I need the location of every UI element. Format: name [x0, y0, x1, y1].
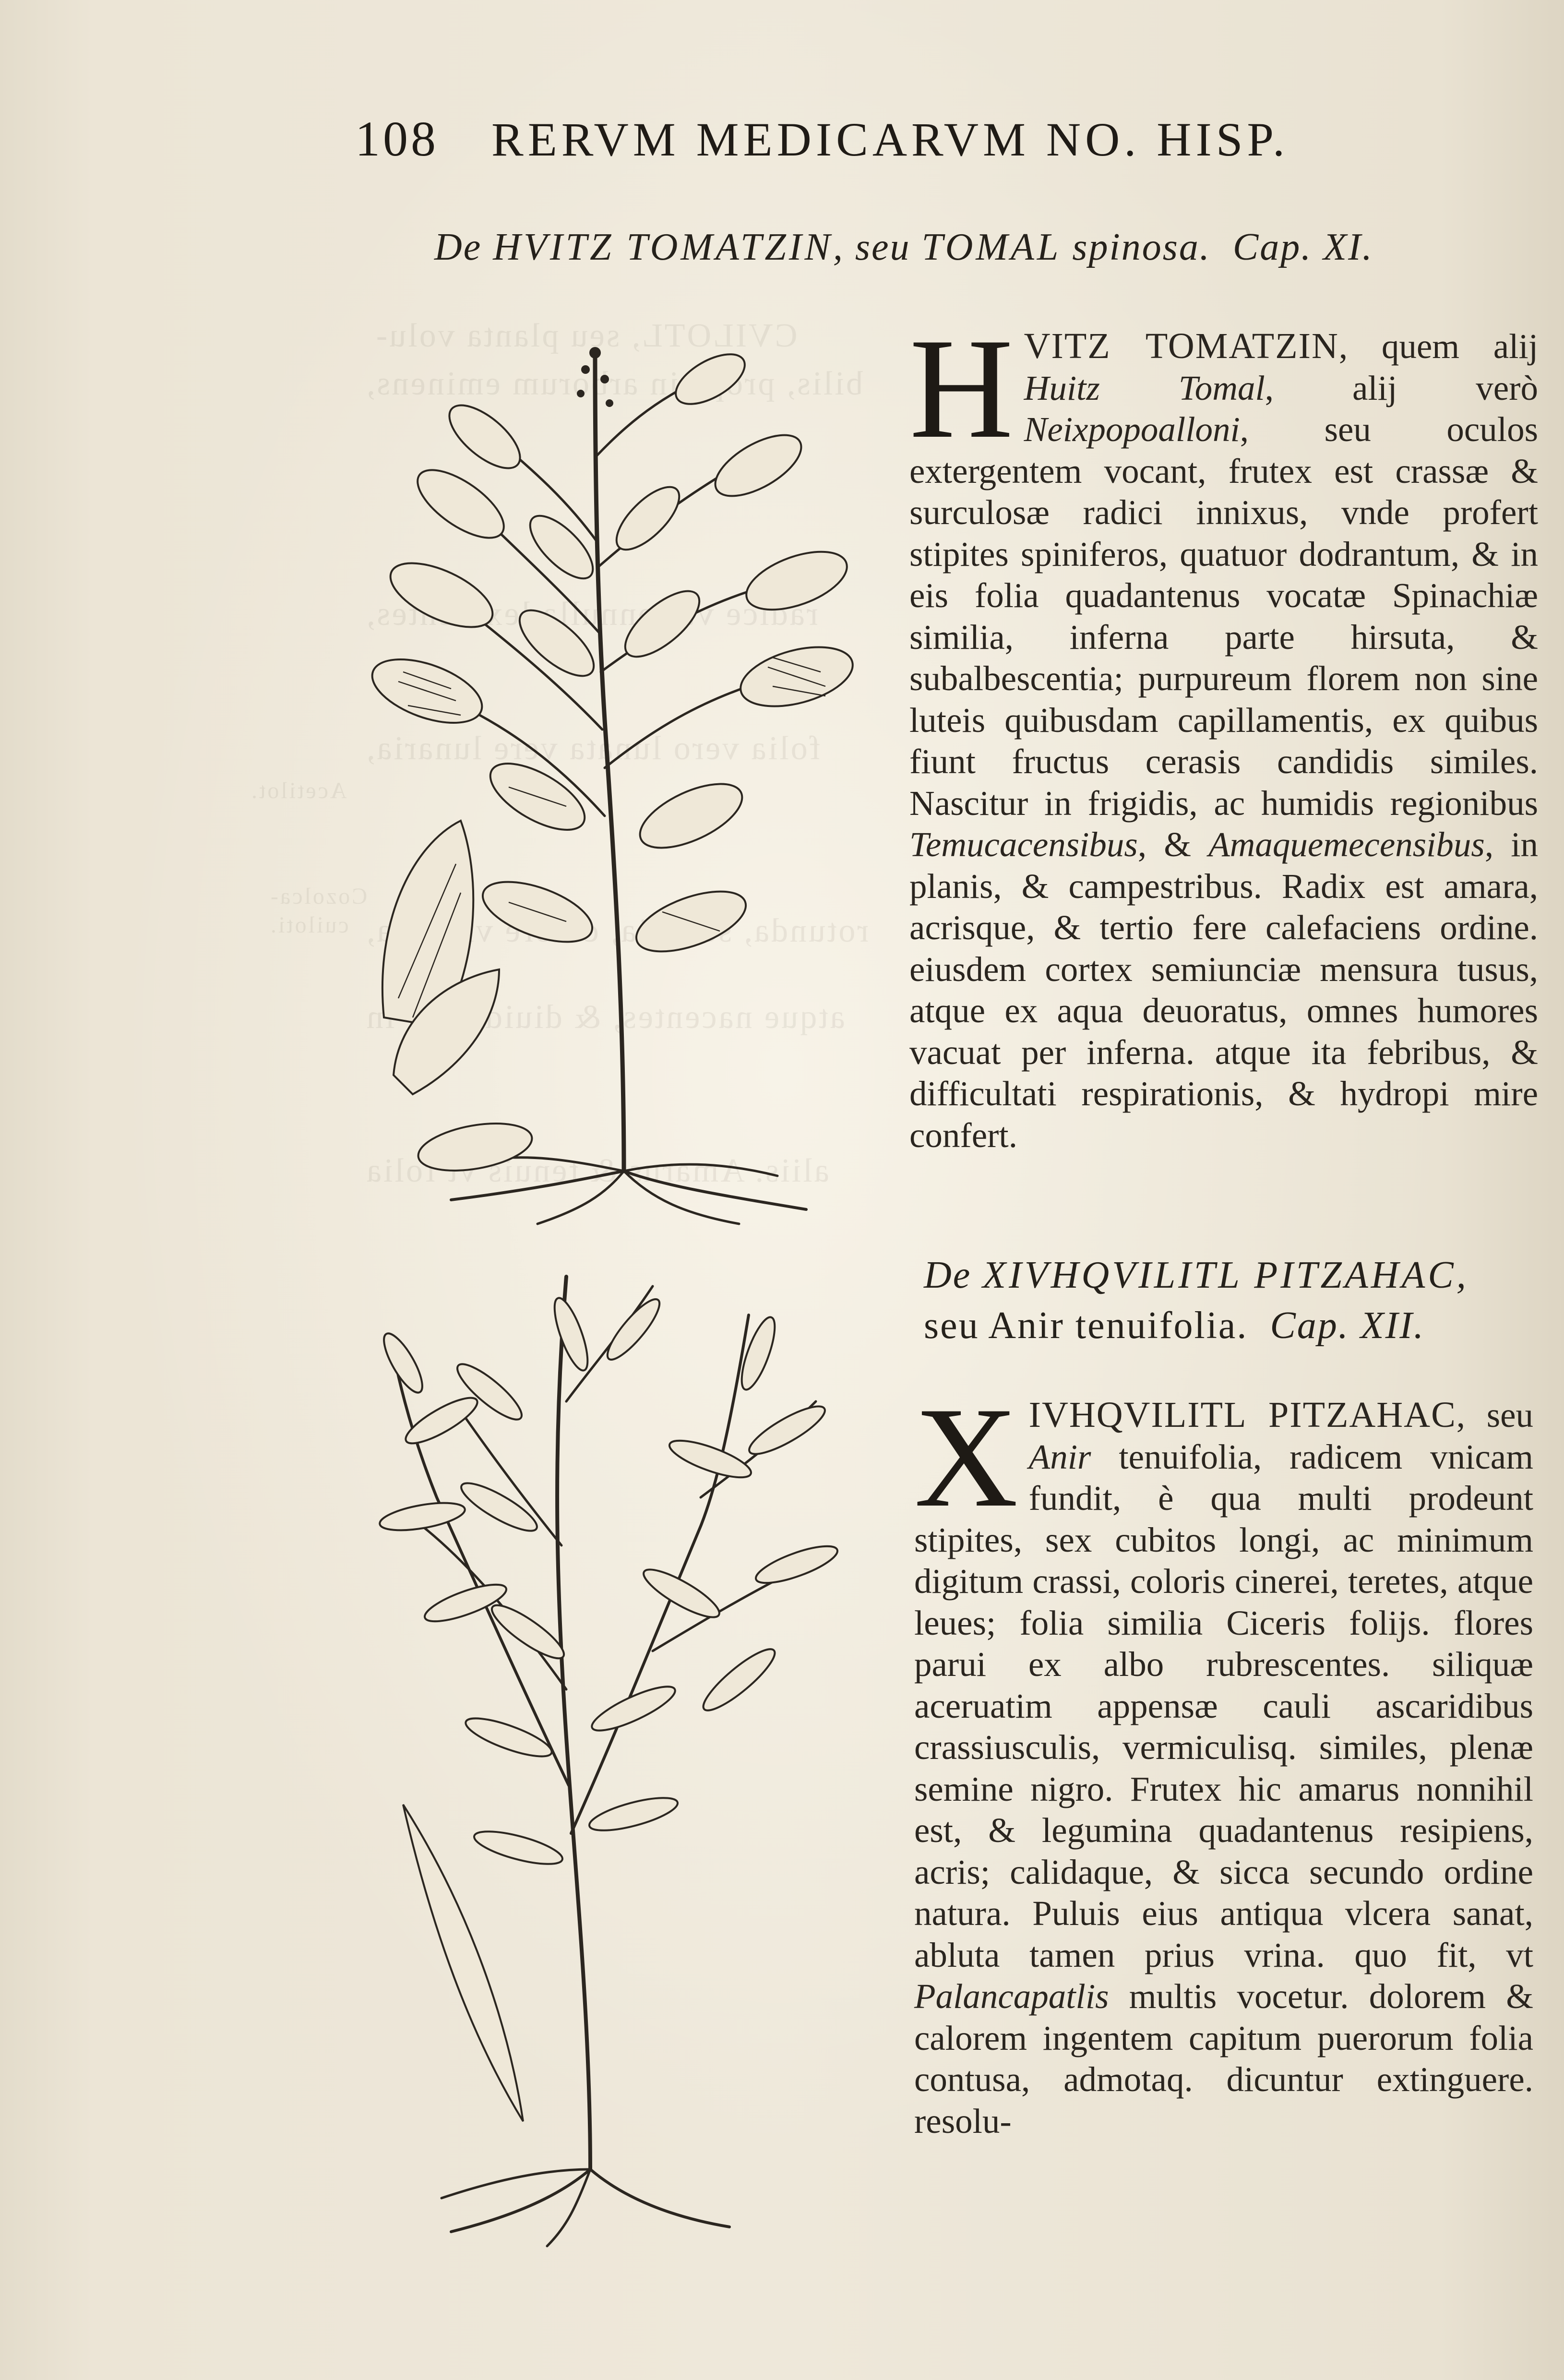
heading-plant-name: XIVHQVILITL PITZAHAC: [982, 1254, 1457, 1296]
dropcap-h: H: [909, 309, 1014, 468]
bleed-line: Cozolca-: [269, 884, 368, 909]
heading-plant-name: HVITZ TOMATZIN: [493, 226, 833, 268]
chapter-12-heading: De XIVHQVILITL PITZAHAC, seu Anir tenuifolia. Cap. XII.: [924, 1254, 1468, 1347]
text-run: tenuifolia, radicem vnicam fundit, è qua multi prodeunt stipites, sex cubitos longi, ac minimum digitum crassi, coloris cinerei, teretes, atque leues; folia similia Ciceris folijs. flores parui ex albo rubrescentes. siliquæ aceruatim appensæ cauli ascaridibus crassiusculis, vermiculisq. similes, plenæ semine nigro. Frutex hic amarus nonnihil est, & legumina quadantenus resipiens, acris; calidaque, & sicca secundo ordine natura. Puluis eius antiqua vlcera sanat, abluta tamen prius vrina. quo fit, vt: [914, 1437, 1533, 1974]
italic-run: Huitz Tomal: [1024, 368, 1265, 407]
text-run: , seu: [1456, 1396, 1533, 1435]
chapter-11-text: [909, 309, 1538, 1156]
lead-caps: VITZ TOMATZIN: [1024, 326, 1339, 366]
text-run: multis vocetur. dolorem & calorem ingentem capitum puerorum folia contusa, admotaq. dicuntur extinguere. resolu-: [914, 1977, 1533, 2141]
lead-caps: IVHQVILITL PITZAHAC: [1028, 1395, 1457, 1435]
heading-alt-name: TOMAL: [921, 226, 1062, 268]
text-run: , seu oculos extergentem vocant, frutex est crassæ & surculosæ radici innixus, vnde profert stipites spiniferos, quatuor dodrantum, & in eis folia quadantenus vocatæ Spinachiæ similia, inferna parte hirsuta, & subalbescentia; purpureum florem non sine luteis quibusdam capillamentis, ex quibus fiunt fructus cerasis candidis similes. Nascitur in frigidis, ac humidis regionibus: [909, 410, 1538, 823]
text-run: , in planis, & campestribus. Radix est amara, acrisque, & tertio fere calefaciens ordine. eiusdem cortex semiunciæ mensura tusus, atque ex aqua deuoratus, omnes humores vacuat per inferna. atque ita febribus, & difficultati respirationis, & hydropi mire confert.: [909, 825, 1538, 1155]
italic-run: Amaquemecensibus: [1208, 825, 1485, 864]
page-number: 108: [355, 111, 439, 167]
chapter-11-heading: [434, 226, 1373, 269]
dropcap-x: X: [914, 1377, 1018, 1537]
running-title: RERVM MEDICARVM NO. HISP.: [491, 113, 1289, 166]
bleed-line: radice vt nonnulla lexidentes,: [365, 596, 818, 633]
heading-de: De: [924, 1254, 972, 1296]
text-run: , quem alij: [1338, 327, 1538, 366]
bleed-line: Acetilot.: [250, 778, 347, 803]
heading-chapter-number: Cap. XII.: [1270, 1304, 1425, 1347]
italic-run: Temucacensibus: [909, 825, 1138, 864]
bleed-line: bilis, prope in arborum eminens,: [365, 365, 863, 402]
heading-spinosa: spinosa.: [1072, 226, 1211, 268]
bleed-line: folia vero lunata vere lunaria,: [365, 730, 821, 767]
italic-run: Anir: [1028, 1437, 1091, 1476]
bleed-line: CVILOTL, seu planta volu-: [374, 317, 798, 354]
woodcut-huitz-tomatzin: [355, 336, 893, 1229]
woodcut-xivhquilitl-pitzahac: [365, 1257, 873, 2251]
italic-run: Palancapatlis: [914, 1977, 1109, 2016]
heading-de: De: [434, 226, 482, 268]
bleed-line: atque nacentes, & diuidentur in: [365, 999, 845, 1036]
bleed-line: aliis. Amarus & tenuis vt folia: [365, 1152, 829, 1189]
running-head: [355, 110, 1430, 167]
heading-chapter-number: Cap. XI.: [1232, 226, 1373, 268]
heading-seu: , seu: [833, 226, 911, 268]
text-run: , alij verò: [1265, 368, 1538, 407]
italic-run: Neixpopoalloni: [1024, 410, 1240, 449]
bleed-line: cuiloti.: [269, 912, 349, 938]
bleed-line: rotunda, sessilia, colore virentia,: [365, 912, 869, 949]
chapter-12-text: [914, 1377, 1533, 2142]
text-run: , &: [1137, 825, 1209, 864]
heading-seu: seu Anir tenuifolia.: [924, 1304, 1248, 1347]
